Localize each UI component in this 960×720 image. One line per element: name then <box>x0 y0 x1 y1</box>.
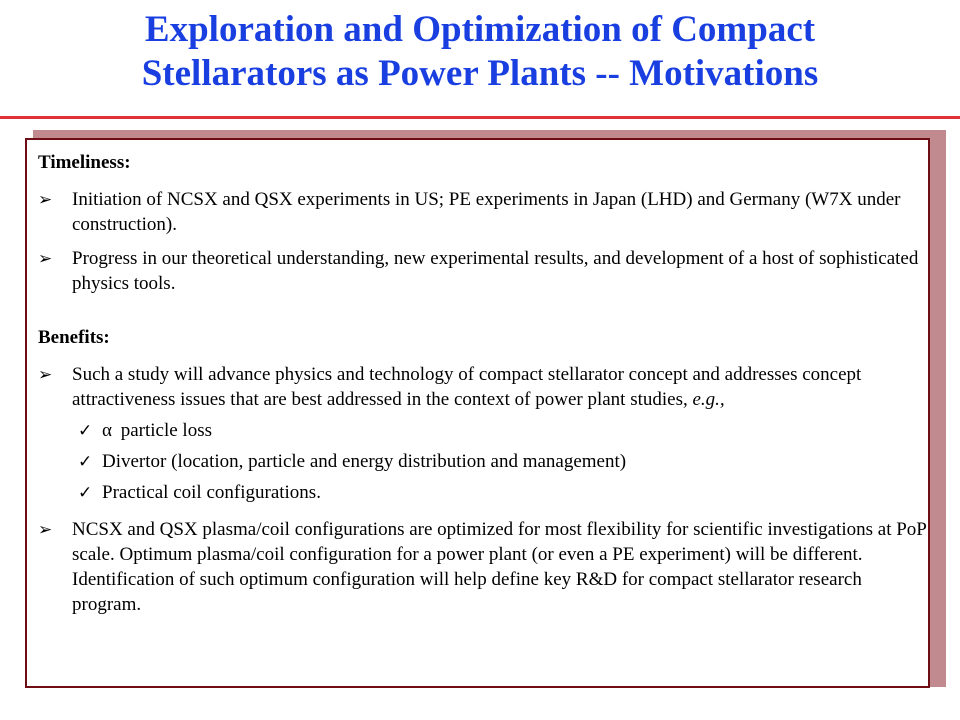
check-item-divertor-text: Divertor (location, particle and energy distribution and management) <box>102 451 627 472</box>
arrowhead-bullet-icon: ➢ <box>38 190 53 209</box>
arrowhead-bullet-icon: ➢ <box>38 365 53 384</box>
check-item-divertor <box>38 449 928 474</box>
checkmark-icon: ✓ <box>78 421 93 440</box>
check-item-coil <box>38 480 928 505</box>
alpha-symbol: α <box>102 420 112 441</box>
slide-content <box>38 150 928 617</box>
timeliness-bullet-2-text: Progress in our theoretical understanding, new experimental results, and development of a host of sophisticated physics tools. <box>72 248 919 294</box>
benefits-bullet-2-text: NCSX and QSX plasma/coil configurations are optimized for most flexibility for scientific investigations at PoP scale. Optimum plasma/coil configuration for a power plant (or even a PE experiment) will be different. Identification of such optimum configuration will help define key R&D for compact stellarator research program. <box>72 519 927 615</box>
slide-title-line-2: Stellarators as Power Plants -- Motivations <box>141 53 819 94</box>
check-item-alpha-text: particle loss <box>120 420 212 441</box>
timeliness-bullet-1 <box>38 187 928 237</box>
benefits-bullet-1 <box>38 362 928 412</box>
benefits-bullet-1-text: Such a study will advance physics and technology of compact stellarator concept and addresses concept attractiveness issues that are best addressed in the context of power plant studies, <box>72 364 862 410</box>
benefits-heading: Benefits: <box>38 327 110 348</box>
benefits-bullet-1-eg: e.g., <box>692 389 725 410</box>
arrowhead-bullet-icon: ➢ <box>38 520 53 539</box>
checkmark-icon: ✓ <box>78 483 93 502</box>
checkmark-icon: ✓ <box>78 452 93 471</box>
slide-title-line-1: Exploration and Optimization of Compact <box>144 9 816 50</box>
check-item-alpha-loss <box>38 418 928 443</box>
arrowhead-bullet-icon: ➢ <box>38 249 53 268</box>
timeliness-heading: Timeliness: <box>38 152 131 173</box>
timeliness-bullet-2 <box>38 246 928 296</box>
slide-title <box>0 8 960 96</box>
title-divider <box>0 116 960 119</box>
check-item-coil-text: Practical coil configurations. <box>102 482 321 503</box>
timeliness-bullet-1-text: Initiation of NCSX and QSX experiments in US; PE experiments in Japan (LHD) and Germany (W7X under construction). <box>72 189 901 235</box>
benefits-bullet-2 <box>38 517 928 617</box>
